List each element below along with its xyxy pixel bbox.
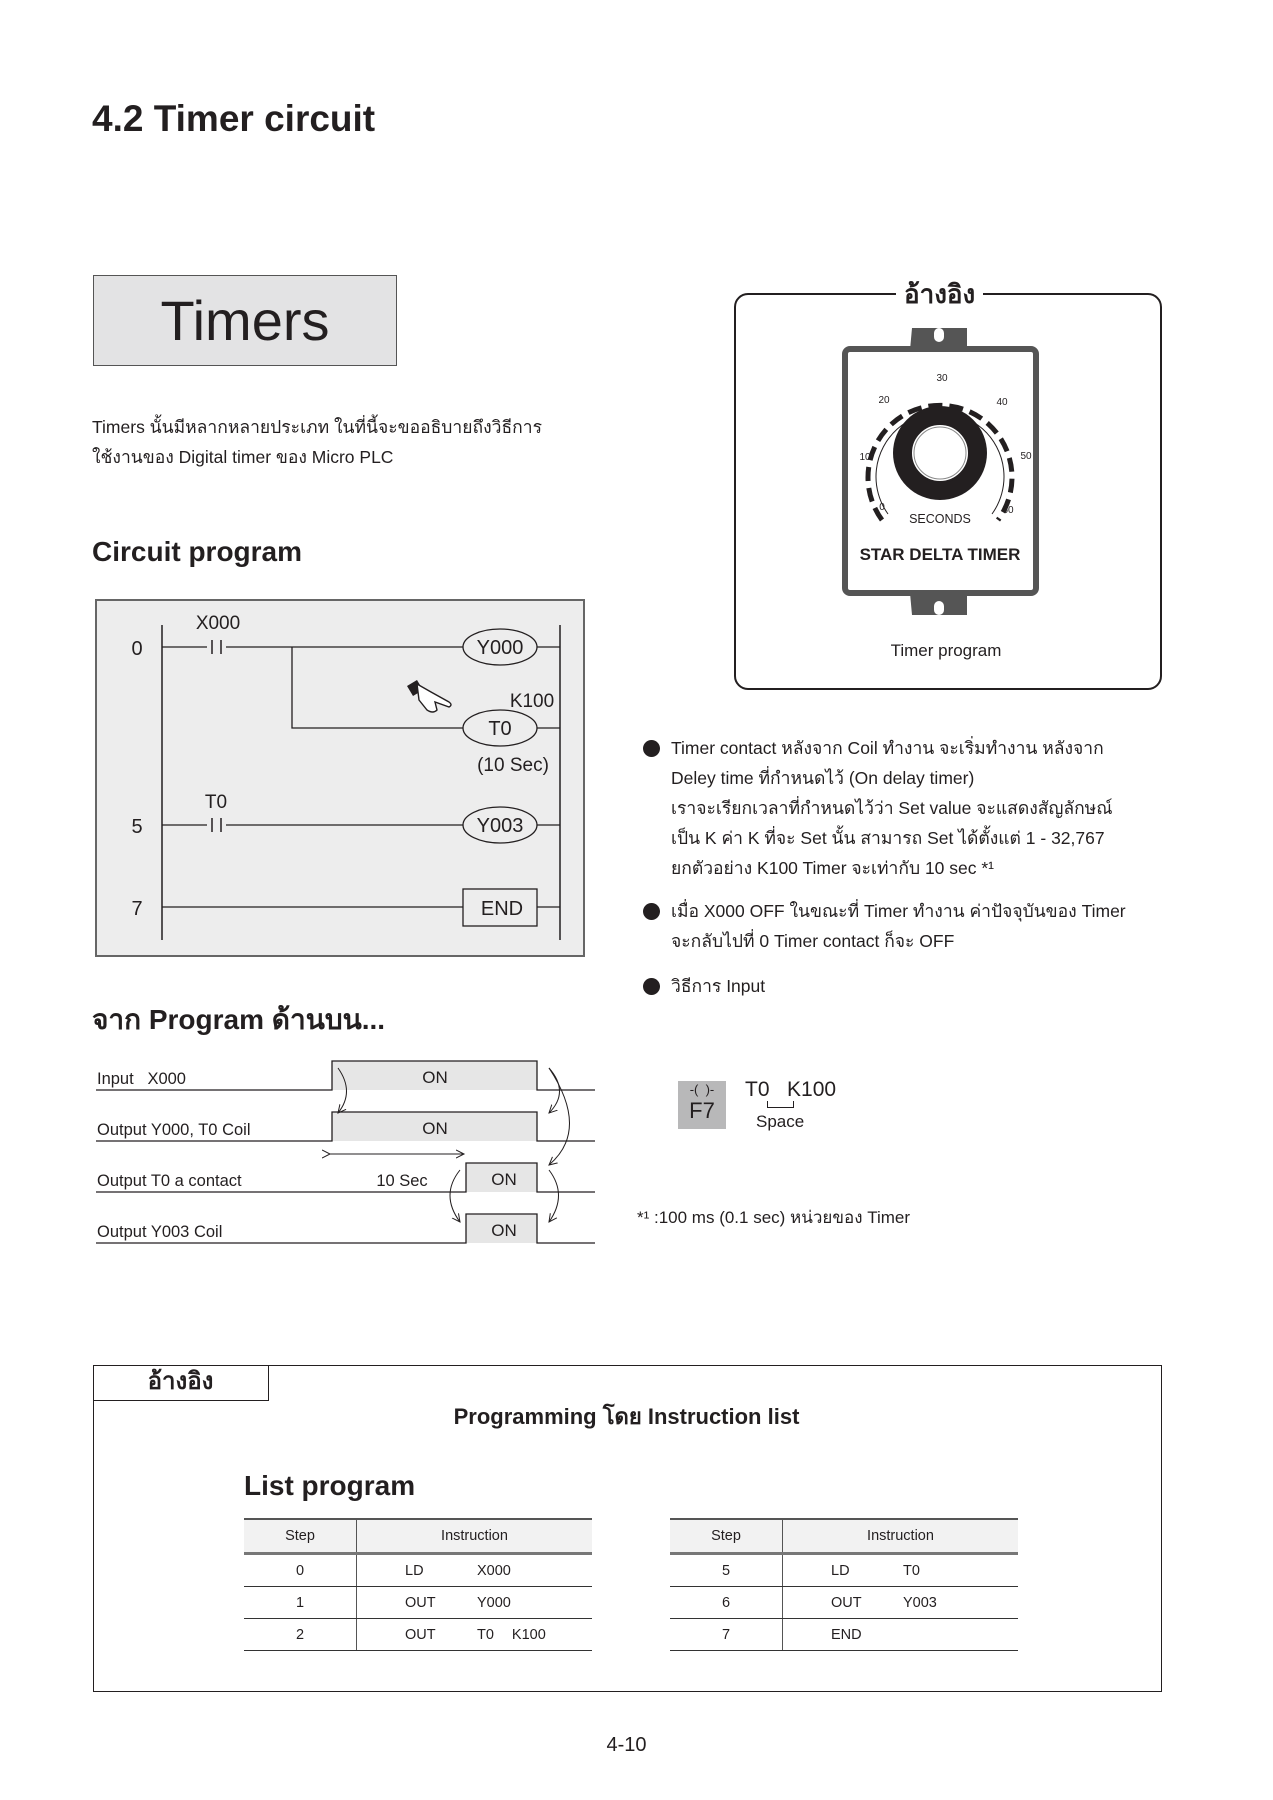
table-row: [244, 1619, 592, 1651]
k-value: K100: [509, 691, 555, 712]
timing-row-output-y000: [96, 1112, 595, 1141]
star-delta-timer-illustration: [734, 320, 1158, 670]
arg-cell: Y003: [903, 1594, 937, 1611]
reference-caption: Timer program: [890, 641, 1002, 660]
timing-row-label: Output T0 a contact: [97, 1172, 242, 1190]
table-row: [244, 1587, 592, 1619]
reference-title: อ้างอิง: [896, 274, 983, 315]
arg-cell: Y000: [477, 1594, 511, 1611]
dial-unit: SECONDS: [909, 512, 971, 526]
on-label: ON: [491, 1170, 517, 1189]
intro-line: Timers นั้นมีหลากหลายประเภท ในที่นี้จะขออธิบายถึงวิธีการ: [92, 417, 542, 437]
timing-row-label: Input X000: [97, 1070, 186, 1088]
bullet-line: Timer contact หลังจาก Coil ทำงาน จะเริ่มทำงาน หลังจาก: [671, 738, 1104, 758]
contact-label: X000: [195, 613, 241, 634]
circuit-program-heading: Circuit program: [92, 536, 303, 567]
arg-cell: X000: [477, 1562, 511, 1579]
page-title: 4.2 Timer circuit: [92, 98, 376, 139]
op-cell: OUT: [831, 1594, 862, 1611]
coil-key-icon: -( )-: [689, 1082, 715, 1097]
footnote: *¹ :100 ms (0.1 sec) หน่วยของ Timer: [637, 1208, 911, 1227]
coil-label: Y000: [476, 637, 524, 659]
step-cell: 0: [244, 1554, 357, 1587]
col-instruction: Instruction: [783, 1519, 1019, 1554]
step-number: 7: [131, 898, 143, 920]
ladder-diagram: [0, 0, 640, 980]
timing-chart: [0, 1040, 640, 1260]
bullet-dot: [643, 903, 660, 920]
col-step: Step: [244, 1519, 357, 1554]
dial-tick: 40: [996, 397, 1008, 408]
table-row: [244, 1554, 592, 1587]
f7-key: [678, 1081, 726, 1129]
bullet-line: เป็น K ค่า K ที่จะ Set นั้น สามารถ Set ได้ตั้งแต่ 1 - 32,767: [671, 828, 1105, 848]
bullet-line: ยกตัวอย่าง K100 Timer จะเท่ากับ 10 sec *¹: [671, 858, 995, 878]
dial-tick: 20: [878, 395, 890, 406]
dial-tick: 10: [859, 452, 871, 463]
causality-arrows: [338, 1068, 570, 1222]
on-label: ON: [422, 1068, 448, 1087]
arg-cell: T0: [903, 1562, 920, 1579]
timing-row-t0-contact: [96, 1154, 595, 1192]
step-cell: 2: [244, 1619, 357, 1651]
op-cell: LD: [405, 1562, 424, 1579]
delay-label: 10 Sec: [376, 1172, 428, 1190]
timers-title-box: Timers: [93, 275, 397, 366]
step-cell: 5: [670, 1554, 783, 1587]
dial-tick: 60: [1002, 505, 1014, 516]
dial-tick: 30: [936, 373, 948, 384]
page-number: 4-10: [606, 1734, 647, 1756]
step-cell: 7: [670, 1619, 783, 1651]
bullet-line: วิธีการ Input: [671, 976, 766, 996]
intro-line: ใช้งานของ Digital timer ของ Micro PLC: [92, 447, 394, 467]
timing-row-label: Output Y003 Coil: [97, 1223, 223, 1241]
table-row: [670, 1587, 1018, 1619]
input-entry: T0 K100: [745, 1078, 837, 1101]
bullet-line: เราจะเรียกเวลาที่กำหนดไว้ว่า Set value จะแสดงสัญลักษณ์: [671, 798, 1113, 818]
bullet-line: เมื่อ X000 OFF ในขณะที่ Timer ทำงาน ค่าปัจจุบันของ Timer: [671, 901, 1126, 921]
timing-row-y003-coil: [96, 1214, 595, 1243]
dial-tick: 50: [1020, 451, 1032, 462]
op-cell: END: [831, 1626, 862, 1643]
col-step: Step: [670, 1519, 783, 1554]
arg-cell: T0: [477, 1626, 494, 1643]
instruction-table-2: [670, 1518, 1018, 1651]
contact-label: T0: [204, 792, 228, 813]
op-cell: OUT: [405, 1626, 436, 1643]
table-row: [670, 1619, 1018, 1651]
key-label: F7: [689, 1098, 715, 1123]
list-program-heading: List program: [244, 1470, 416, 1501]
step-cell: 1: [244, 1587, 357, 1619]
bullet-line: จะกลับไปที่ 0 Timer contact ก็จะ OFF: [671, 931, 955, 951]
op-cell: OUT: [405, 1594, 436, 1611]
on-label: ON: [422, 1119, 448, 1138]
step-number: 5: [131, 816, 143, 838]
instruction-list-heading: Programming โดย Instruction list: [453, 1404, 800, 1429]
dial-tick: 0: [879, 502, 885, 513]
time-note: (10 Sec): [477, 755, 549, 776]
arg2-cell: K100: [511, 1626, 546, 1643]
space-label: Space: [756, 1112, 805, 1131]
step-cell: 6: [670, 1587, 783, 1619]
timing-heading: จาก Program ด้านบน...: [92, 1004, 386, 1035]
bullet-line: Deley time ที่กำหนดไว้ (On delay timer): [671, 768, 975, 788]
on-label: ON: [491, 1221, 517, 1240]
step-number: 0: [131, 638, 143, 660]
coil-label: Y003: [476, 815, 524, 837]
col-instruction: Instruction: [357, 1519, 593, 1554]
timing-row-label: Output Y000, T0 Coil: [97, 1121, 251, 1139]
bullet-dot: [643, 978, 660, 995]
space-bracket: [767, 1101, 794, 1108]
table-row: [670, 1554, 1018, 1587]
bullet-dot: [643, 740, 660, 757]
op-cell: LD: [831, 1562, 850, 1579]
reference-label: อ้างอิง: [93, 1365, 269, 1401]
coil-label: T0: [488, 718, 512, 740]
device-name: STAR DELTA TIMER: [859, 545, 1021, 564]
end-label: END: [480, 898, 524, 920]
instruction-table-1: [244, 1518, 592, 1651]
